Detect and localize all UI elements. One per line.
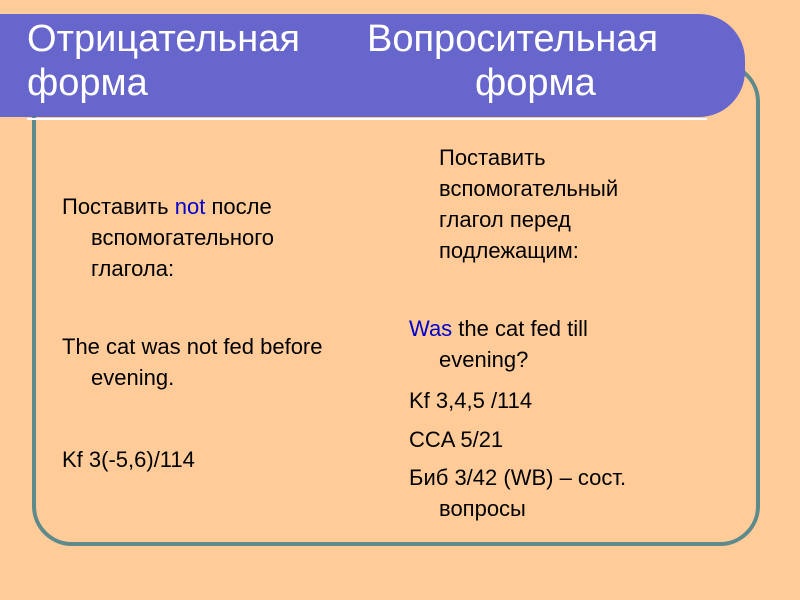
negative-reference: Kf 3(-5,6)/114 xyxy=(62,447,195,472)
title-negative-word1: Отрицательная xyxy=(27,18,300,60)
negative-rule-prefix: Поставить xyxy=(62,194,175,219)
question-reference-cca: CCA 5/21 xyxy=(409,427,504,452)
title-question-word2: форма xyxy=(475,62,596,104)
question-reference-bib-line2: вопросы xyxy=(439,496,526,521)
negative-rule-line2: вспомогательного xyxy=(91,225,275,250)
negative-example-line2: evening. xyxy=(91,365,175,390)
title-underline xyxy=(27,118,707,120)
question-rule-line2: вспомогательный xyxy=(439,176,619,201)
question-example-line1 xyxy=(409,313,588,344)
negative-example-line1: The cat was not fed before xyxy=(62,334,323,359)
negative-rule-line3: глагола: xyxy=(91,256,175,281)
question-reference-bib: Биб 3/42 (WB) – сост. xyxy=(409,465,627,490)
question-rule-line3: глагол перед xyxy=(439,207,571,232)
title-negative-word2: форма xyxy=(27,62,148,104)
question-example-keyword: Was xyxy=(409,316,453,341)
title-question-word1: Вопросительная xyxy=(367,18,659,60)
question-rule-line1: Поставить xyxy=(439,145,546,170)
question-example-line2: evening? xyxy=(439,347,529,372)
negative-rule-suffix: после xyxy=(205,194,272,219)
question-example-rest: the cat fed till xyxy=(452,316,588,341)
question-reference-kf: Kf 3,4,5 /114 xyxy=(409,388,533,413)
question-rule-line4: подлежащим: xyxy=(439,238,579,263)
negative-rule-line1 xyxy=(62,191,272,222)
negative-rule-keyword: not xyxy=(174,194,206,219)
